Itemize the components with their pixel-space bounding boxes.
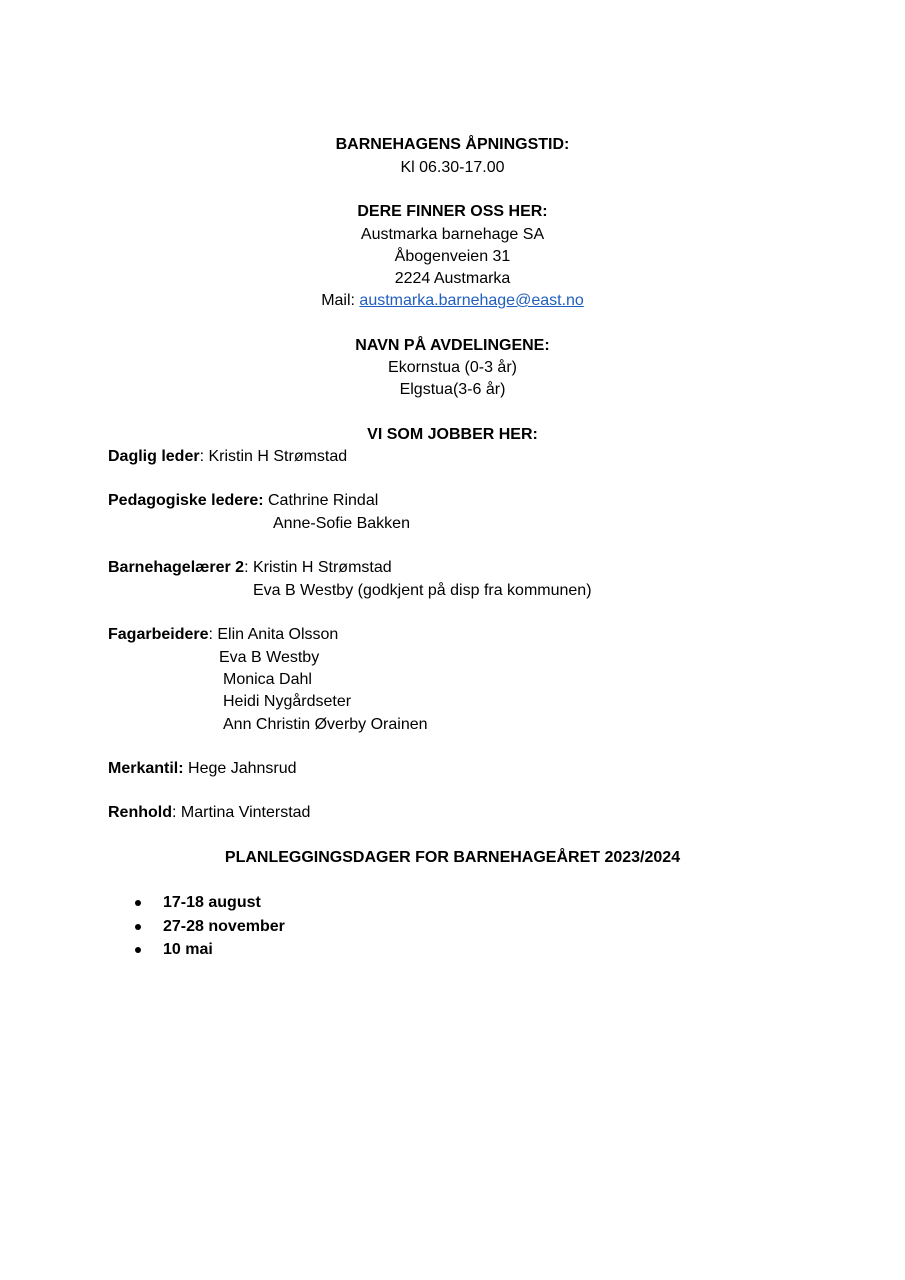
location-heading: DERE FINNER OSS HER: xyxy=(357,203,548,220)
daily-leader-label: Daglig leder xyxy=(108,448,200,465)
cleaning-name: Martina Vinterstad xyxy=(180,804,311,821)
teacher2-label: Barnehagelærer 2 xyxy=(108,559,245,576)
teacher2-name: Eva B Westby (godkjent på disp fra kommunen) xyxy=(253,582,592,599)
mail-line xyxy=(0,291,905,311)
cleaning-label: Renhold xyxy=(108,804,172,821)
bullet-icon xyxy=(135,900,141,906)
department-item: Elgstua(3-6 år) xyxy=(399,381,506,398)
bullet-icon xyxy=(135,947,141,953)
daily-leader-row xyxy=(108,447,347,467)
kindergarten-name: Austmarka barnehage SA xyxy=(360,226,545,243)
pedagogical-leader-name: Cathrine Rindal xyxy=(268,492,379,509)
teacher2-row xyxy=(108,558,392,578)
skilled-worker-name: Eva B Westby xyxy=(219,649,320,666)
daily-leader-name: Kristin H Strømstad xyxy=(208,448,348,465)
skilled-workers-row xyxy=(108,625,338,645)
planning-day: 10 mai xyxy=(163,941,213,958)
planning-day: 27-28 november xyxy=(163,917,285,935)
label-separator: : xyxy=(172,804,181,821)
staff-heading: VI SOM JOBBER HER: xyxy=(367,426,538,443)
postal-address: 2224 Austmarka xyxy=(394,270,511,287)
cleaning-row xyxy=(108,803,310,823)
planning-days-heading: PLANLEGGINGSDAGER FOR BARNEHAGEÅRET 2023/2024 xyxy=(224,849,681,866)
office-row xyxy=(108,759,297,779)
skilled-worker-name: Monica Dahl xyxy=(223,671,312,688)
teacher2-name: Kristin H Strømstad xyxy=(252,559,392,576)
pedagogical-leaders-label: Pedagogiske ledere: xyxy=(108,492,264,509)
label-separator: : xyxy=(199,448,209,465)
mail-link[interactable]: austmarka.barnehage@east.no xyxy=(359,292,584,309)
departments-heading: NAVN PÅ AVDELINGENE: xyxy=(355,337,550,354)
skilled-worker-name: Heidi Nygårdseter xyxy=(223,693,352,710)
office-name: Hege Jahnsrud xyxy=(183,760,297,777)
skilled-workers-label: Fagarbeidere xyxy=(108,626,209,643)
planning-day: 17-18 august xyxy=(163,894,261,911)
office-label: Merkantil: xyxy=(108,760,184,777)
label-separator: : xyxy=(244,559,253,576)
opening-hours-value: Kl 06.30-17.00 xyxy=(400,159,505,176)
opening-hours-heading: BARNEHAGENS ÅPNINGSTID: xyxy=(335,136,570,153)
skilled-worker-name: Elin Anita Olsson xyxy=(217,626,339,643)
bullet-icon xyxy=(135,924,141,930)
label-separator: : xyxy=(208,626,218,643)
pedagogical-leader-name: Anne-Sofie Bakken xyxy=(273,515,410,532)
mail-label: Mail: xyxy=(321,292,360,309)
skilled-worker-name: Ann Christin Øverby Orainen xyxy=(223,716,428,733)
street-address: Åbogenveien 31 xyxy=(394,248,511,265)
department-item: Ekornstua (0-3 år) xyxy=(388,359,517,376)
